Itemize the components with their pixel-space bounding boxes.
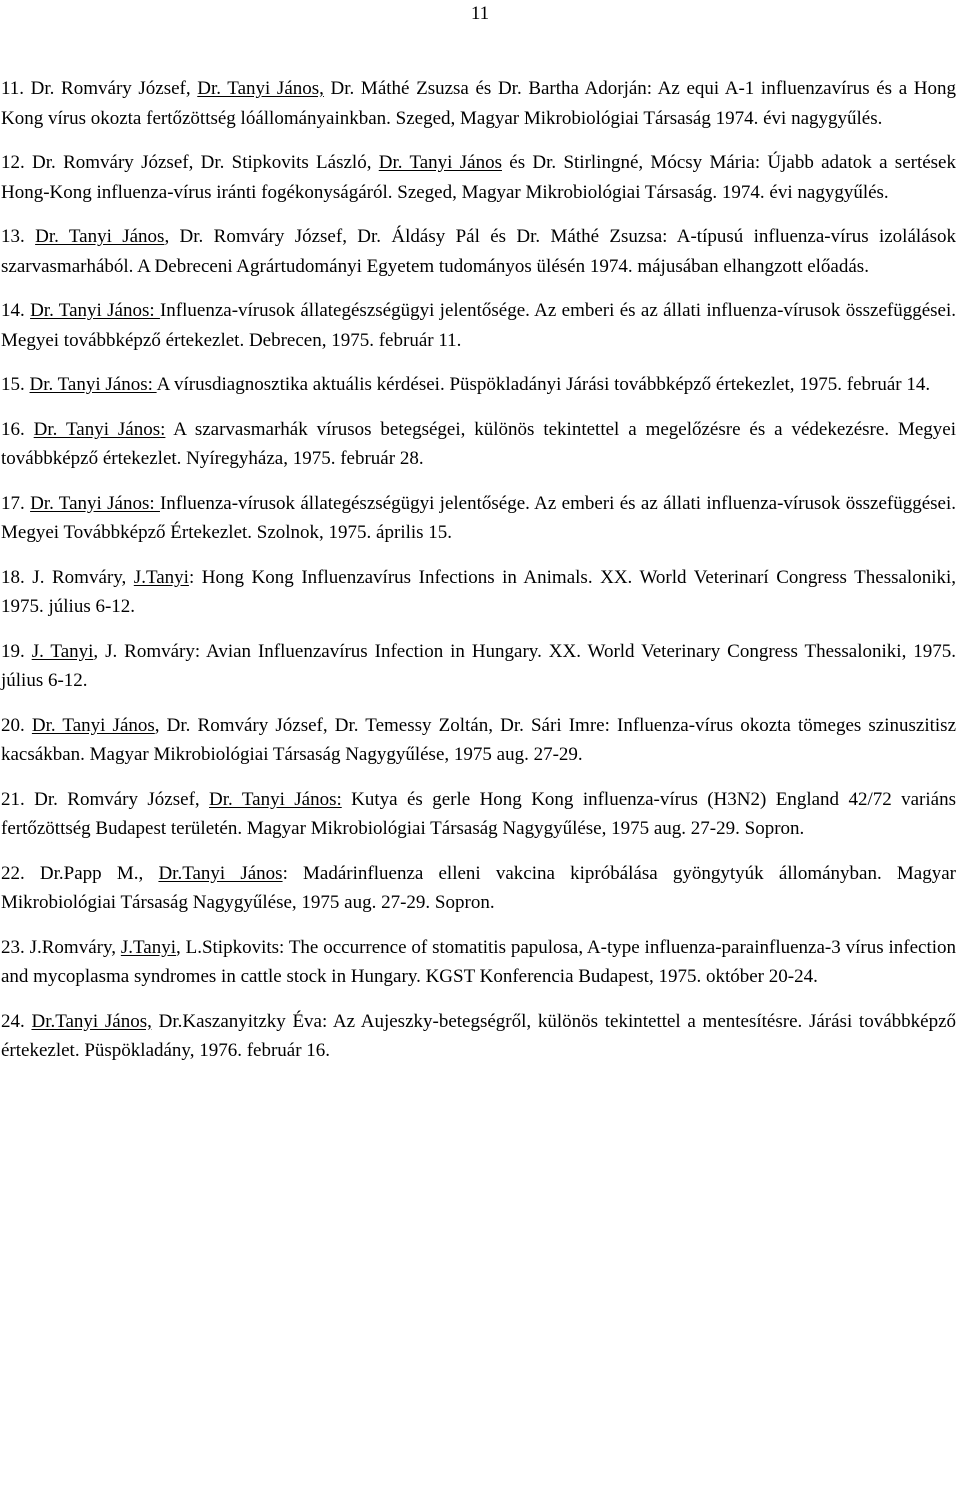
reference-entry [1,222,956,281]
reference-entry [1,1007,956,1066]
author-underlined: Dr. Tanyi János: [29,374,157,395]
author-underlined: Dr. Tanyi János [378,152,502,173]
entry-text: 14. [1,300,31,321]
author-underlined: Dr.Tanyi János, [31,1010,152,1032]
author-underlined: Dr. Tanyi János: [30,300,160,321]
entry-text: , Dr. Romváry József, Dr. Temessy Zoltán, Dr. Sári Imre: Influenza-vírus okozta tömeges szinuszitisz kacsákban. Magyar Mikrobiológiai Társaság Nagygyűlése, 1975 aug. 27-29. [1,714,957,765]
entry-text: , L.Stipkovits: The occurrence of stomatitis papulosa, A-type influenza-parainfluenza-3 vírus infection and mycoplasma syndromes in cattle stock in Hungary. KGST Konferencia Budapest, 1975. október 20-24. [1,936,956,987]
entry-text: 16. [1,418,34,440]
entry-text: és Dr. Stirlingné, Mócsy Mária: Újabb adatok a sertések Hong-Kong influenza-vírus iránti fogékonyságáról. Szeged, Magyar Mikrobiológiai Társaság. 1974. évi nagygyűlés. [1,152,956,203]
reference-entry [1,785,956,844]
author-underlined: Dr. Tanyi János: [30,492,160,514]
entry-text: Dr. Máthé Zsuzsa és Dr. Bartha Adorján: Az equi A-1 influenzavírus és a Hong Kong vírus okozta fertőzöttség lóállományainkban. Szeged, Magyar Mikrobiológiai Társaság 1974. évi nagygyűlés. [1,78,956,129]
reference-entry [1,933,956,992]
author-underlined: Dr.Tanyi János [158,862,283,884]
entry-text: 20. [1,714,32,736]
entry-text: : Madárinfluenza elleni vakcina kipróbálása gyöngytyúk állományban. Magyar Mikrobiológiai Társaság Nagygyűlése, 1975 aug. 27-29. Sopron. [1,862,956,913]
entry-text: 17. [1,492,31,514]
entry-text: 15. [1,374,30,395]
entry-text: : Hong Kong Influenzavírus Infections in Animals. XX. World Veterinarí Congress Thessaloniki, 1975. július 6-12. [1,566,956,617]
author-underlined: Dr. Tanyi János, [197,78,324,99]
reference-entry [1,370,956,400]
author-underlined: J.Tanyi [120,936,176,958]
entry-text: A szarvasmarhák vírusos betegségei, különös tekintettel a megelőzésre és a védekezésre. Megyei továbbképző értekezlet. Nyíregyháza, 1975. február 28. [1,418,957,469]
entry-text: Kutya és gerle Hong Kong influenza-vírus (H3N2) England 42/72 variáns fertőzöttség Budapest területén. Magyar Mikrobiológiai Társaság Nagygyűlése, 1975 aug. 27-29. Sopron. [1,788,956,839]
reference-entry [1,415,956,474]
entry-text: 19. [1,640,32,662]
entry-text: , Dr. Romváry József, Dr. Áldásy Pál és Dr. Máthé Zsuzsa: A-típusú influenza-vírus izolálások szarvasmarhából. A Debreceni Agrártudományi Egyetem tudományos ülésén 1974. májusában elhangzott előadás. [1,226,956,277]
author-underlined: Dr. Tanyi János: [209,788,342,810]
entry-text: Dr.Kaszanyitzky Éva: Az Aujeszky-betegségről, különös tekintettel a mentesítésre. Járási továbbképző értekezlet. Püspökladány, 1976. február 16. [1,1010,957,1061]
entry-text: Influenza-vírusok állategészségügyi jelentősége. Az emberi és az állati influenza-vírusok összefüggései. Megyei továbbképző értekezlet. Debrecen, 1975. február 11. [1,300,956,351]
reference-entry [1,711,956,770]
reference-entry [1,489,956,548]
entry-text: Influenza-vírusok állategészségügyi jelentősége. Az emberi és az állati influenza-vírusok összefüggései. Megyei Továbbképző Értekezlet. Szolnok, 1975. április 15. [1,492,956,543]
author-underlined: Dr. Tanyi János [35,226,165,247]
author-underlined: J.Tanyi [133,566,189,588]
entry-text: 24. [1,1010,32,1032]
reference-list [1,74,956,1081]
entry-text: 23. J.Romváry, [1,936,121,958]
author-underlined: Dr. Tanyi János: [33,418,166,440]
author-underlined: Dr. Tanyi János [31,714,155,736]
entry-text: , J. Romváry: Avian Influenzavírus Infection in Hungary. XX. World Veterinary Congress Thessaloniki, 1975. július 6-12. [1,640,957,691]
page-number: 11 [470,3,490,24]
reference-entry [1,148,956,207]
reference-entry [1,859,956,918]
entry-text: A vírusdiagnosztika aktuális kérdései. Püspökladányi Járási továbbképző értekezlet, 1975. február 14. [156,374,931,395]
reference-entry [1,637,956,696]
entry-text: 13. [1,226,36,247]
entry-text: 18. J. Romváry, [1,566,134,588]
entry-text: 22. Dr.Papp M., [1,862,159,884]
entry-text: 11. Dr. Romváry József, [1,78,198,99]
entry-text: 12. Dr. Romváry József, Dr. Stipkovits László, [1,152,379,173]
entry-text: 21. Dr. Romváry József, [1,788,210,810]
reference-entry [1,296,956,355]
reference-entry [1,74,956,133]
author-underlined: J. Tanyi [31,640,94,662]
reference-entry [1,563,956,622]
